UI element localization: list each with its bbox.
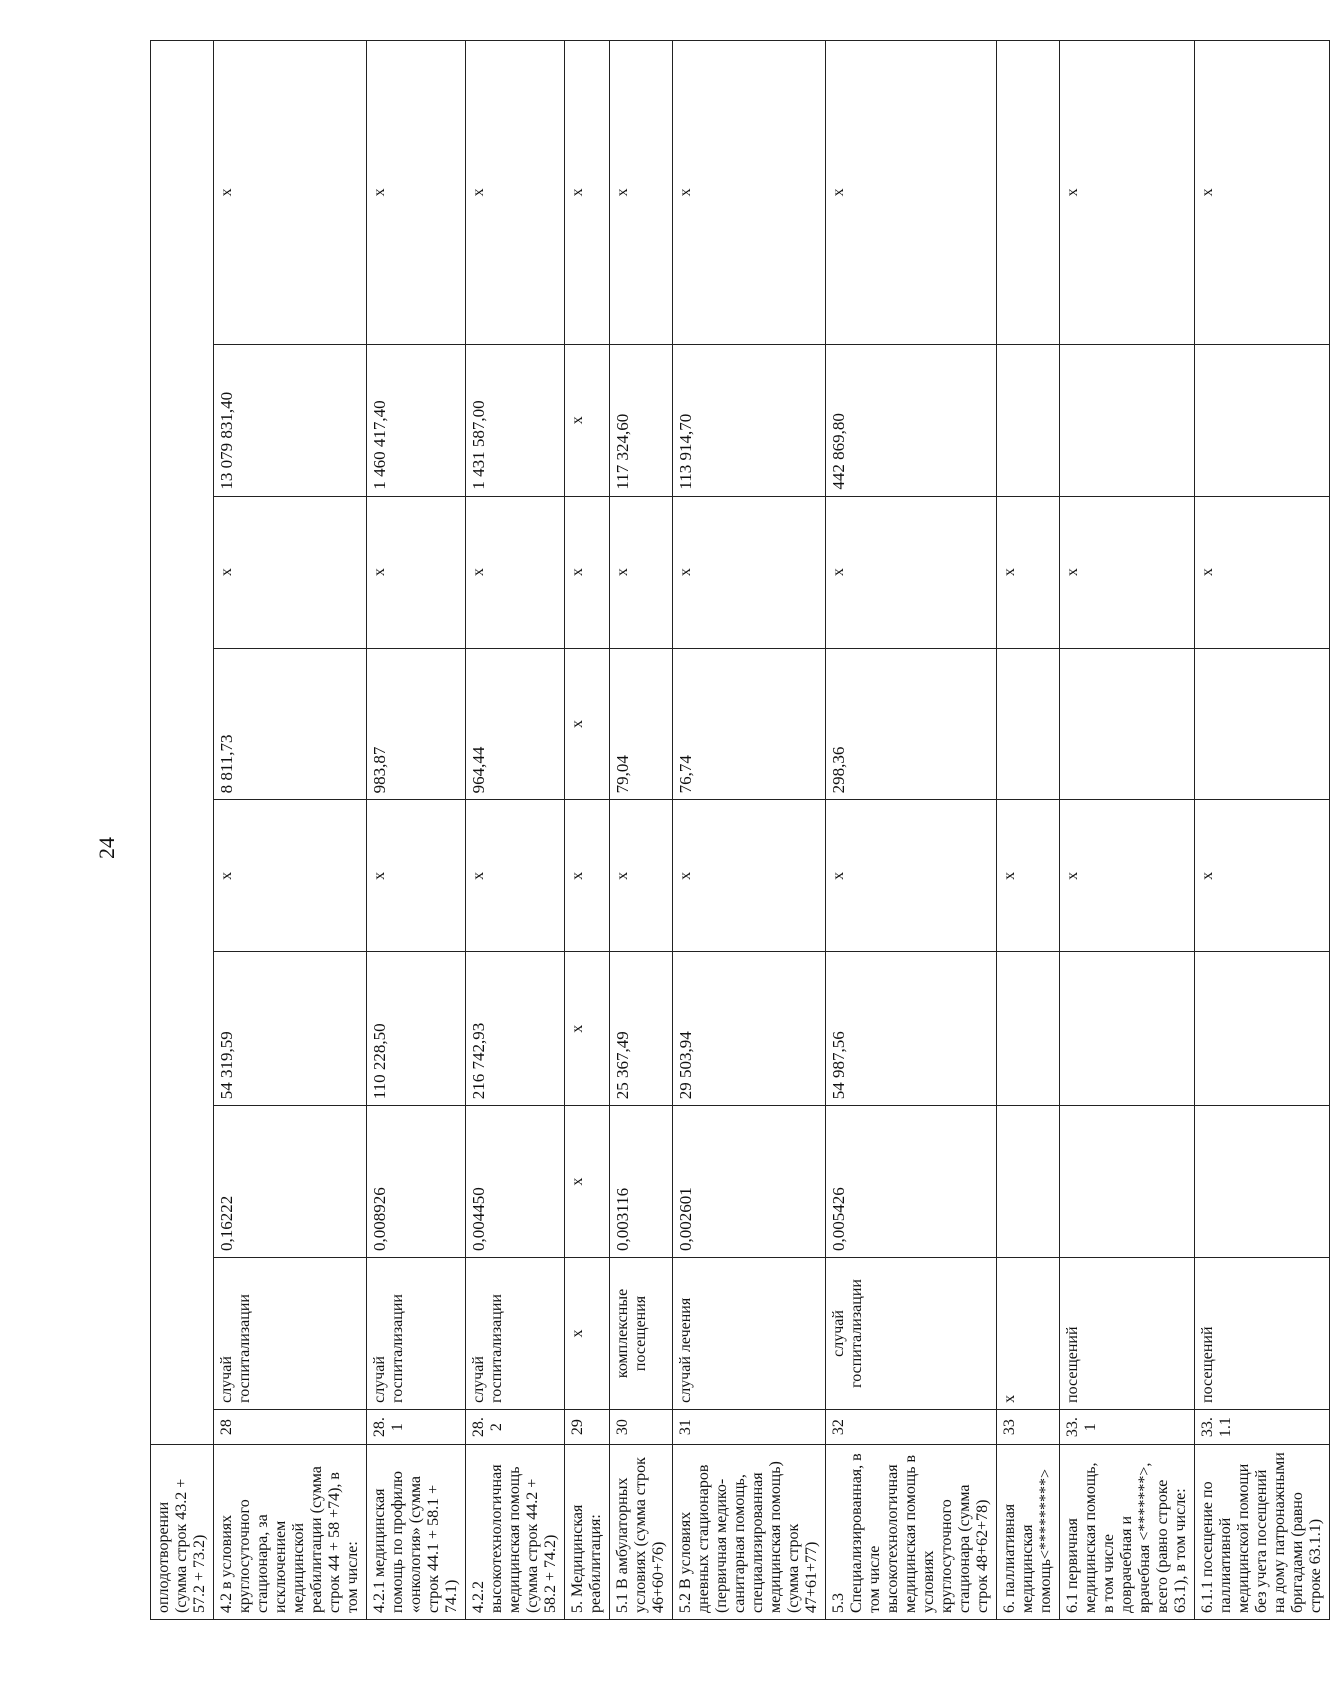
page-number: 24: [94, 837, 119, 859]
value-cell: 29 503,94: [673, 952, 826, 1106]
continuation-blank: [151, 41, 214, 1445]
value-cell: [997, 344, 1060, 496]
value-cell: 76,74: [673, 648, 826, 800]
value-cell: 110 228,50: [367, 952, 466, 1106]
value-cell: x: [997, 496, 1060, 648]
value-cell: [1195, 648, 1330, 800]
table-row: [1060, 41, 1195, 1620]
value-cell: x: [610, 496, 673, 648]
row-label: 6.1 первичная медицинская помощь, в том числе доврачебная и врачебная <*******>, всего (равно строке 63.1), в том числе:: [1060, 1445, 1195, 1620]
value-cell: x: [826, 800, 997, 952]
value-cell: [1060, 344, 1195, 496]
value-cell: 983,87: [367, 648, 466, 800]
value-cell: 13 079 831,40: [214, 344, 367, 496]
value-cell: 0,003116: [610, 1106, 673, 1258]
value-cell: 0,008926: [367, 1106, 466, 1258]
table-row: [610, 41, 673, 1620]
value-cell: x: [466, 800, 565, 952]
row-label: 5. Медицинская реабилитация:: [565, 1445, 610, 1620]
value-cell: x: [826, 496, 997, 648]
value-cell: [997, 1106, 1060, 1258]
value-cell: [1060, 952, 1195, 1106]
line-number: 30: [610, 1409, 673, 1444]
value-cell: [997, 952, 1060, 1106]
value-cell: 442 869,80: [826, 344, 997, 496]
value-cell: 1 460 417,40: [367, 344, 466, 496]
value-cell: x: [1195, 800, 1330, 952]
unit-cell: x: [565, 1258, 610, 1410]
unit-cell: случай госпитализации: [214, 1258, 367, 1410]
value-cell: 79,04: [610, 648, 673, 800]
value-cell: 0,005426: [826, 1106, 997, 1258]
row-label: 5.2 В условиях дневных стационаров (первичная медико-санитарная помощь, специализированная медицинская помощь) (сумма строк 47+61+77): [673, 1445, 826, 1620]
line-number: 33: [997, 1409, 1060, 1444]
value-cell: x: [565, 41, 610, 345]
value-cell: [1195, 952, 1330, 1106]
value-cell: x: [565, 344, 610, 496]
table-row: [565, 41, 610, 1620]
value-cell: 117 324,60: [610, 344, 673, 496]
financing-table: [150, 40, 1330, 1620]
table-row: [367, 41, 466, 1620]
value-cell: x: [673, 800, 826, 952]
value-cell: x: [565, 800, 610, 952]
value-cell: x: [565, 1106, 610, 1258]
value-cell: 8 811,73: [214, 648, 367, 800]
value-cell: x: [610, 41, 673, 345]
value-cell: x: [466, 496, 565, 648]
line-number: 33.1: [1060, 1409, 1195, 1444]
line-number: 28: [214, 1409, 367, 1444]
unit-cell: случай госпитализации: [826, 1258, 997, 1410]
table-row: [673, 41, 826, 1620]
value-cell: 54 319,59: [214, 952, 367, 1106]
value-cell: x: [565, 496, 610, 648]
unit-cell: случай лечения: [673, 1258, 826, 1410]
value-cell: 298,36: [826, 648, 997, 800]
value-cell: [997, 41, 1060, 345]
value-cell: 113 914,70: [673, 344, 826, 496]
value-cell: 964,44: [466, 648, 565, 800]
table-row: [997, 41, 1060, 1620]
row-label: 6.1.1 посещение по паллиативной медицинской помощи без учета посещений на дому патронажными бригадами (равно строке 63.1.1): [1195, 1445, 1330, 1620]
value-cell: 0,004450: [466, 1106, 565, 1258]
unit-cell: случай госпитализации: [367, 1258, 466, 1410]
value-cell: x: [673, 496, 826, 648]
unit-cell: x: [997, 1258, 1060, 1410]
value-cell: x: [214, 41, 367, 345]
row-label: 4.2 в условиях круглосуточного стационара, за исключением медицинской реабилитации (сумма строк 44 + 58 +74), в том числе:: [214, 1445, 367, 1620]
line-number: 32: [826, 1409, 997, 1444]
line-number: 28.2: [466, 1409, 565, 1444]
value-cell: x: [466, 41, 565, 345]
value-cell: x: [826, 41, 997, 345]
unit-cell: посещений: [1195, 1258, 1330, 1410]
value-cell: 1 431 587,00: [466, 344, 565, 496]
row-label: 4.2.1 медицинская помощь по профилю «онкология» (сумма строк 44.1 + 58.1 + 74.1): [367, 1445, 466, 1620]
value-cell: x: [1060, 41, 1195, 345]
row-label: 5.1 В амбулаторных условиях (сумма строк 46+60+76): [610, 1445, 673, 1620]
line-number: 28.1: [367, 1409, 466, 1444]
table-row: [466, 41, 565, 1620]
value-cell: x: [367, 800, 466, 952]
value-cell: 25 367,49: [610, 952, 673, 1106]
row-label: оплодотворении (сумма строк 43.2 + 57.2 + 73.2): [151, 1445, 214, 1620]
value-cell: [1195, 344, 1330, 496]
row-label: 4.2.2 высокотехнологичная медицинская помощь (сумма строк 44.2 + 58.2 + 74.2): [466, 1445, 565, 1620]
value-cell: [1060, 648, 1195, 800]
table-row: [826, 41, 997, 1620]
value-cell: 54 987,56: [826, 952, 997, 1106]
value-cell: [1195, 1106, 1330, 1258]
table-row: [1195, 41, 1330, 1620]
value-cell: x: [565, 952, 610, 1106]
value-cell: x: [997, 800, 1060, 952]
value-cell: 216 742,93: [466, 952, 565, 1106]
rotated-table-container: [150, 40, 1324, 1620]
value-cell: x: [367, 41, 466, 345]
value-cell: x: [565, 648, 610, 800]
value-cell: x: [673, 41, 826, 345]
value-cell: x: [214, 800, 367, 952]
row-label: 6. паллиативная медицинская помощь<*********>: [997, 1445, 1060, 1620]
line-number: 33.1.1: [1195, 1409, 1330, 1444]
line-number: 31: [673, 1409, 826, 1444]
value-cell: x: [1060, 496, 1195, 648]
value-cell: x: [214, 496, 367, 648]
value-cell: 0,002601: [673, 1106, 826, 1258]
row-label: 5.3 Специализированная, в том числе высокотехнологичная медицинская помощь в условиях круглосуточного стационара (сумма строк 48+62+78): [826, 1445, 997, 1620]
value-cell: x: [1060, 800, 1195, 952]
value-cell: x: [367, 496, 466, 648]
unit-cell: посещений: [1060, 1258, 1195, 1410]
line-number: 29: [565, 1409, 610, 1444]
value-cell: x: [610, 800, 673, 952]
value-cell: x: [1195, 496, 1330, 648]
unit-cell: комплексные посещения: [610, 1258, 673, 1410]
value-cell: 0,16222: [214, 1106, 367, 1258]
table-row: [214, 41, 367, 1620]
unit-cell: случай госпитализации: [466, 1258, 565, 1410]
value-cell: x: [1195, 41, 1330, 345]
value-cell: [1060, 1106, 1195, 1258]
table-row: [151, 41, 214, 1620]
value-cell: [997, 648, 1060, 800]
